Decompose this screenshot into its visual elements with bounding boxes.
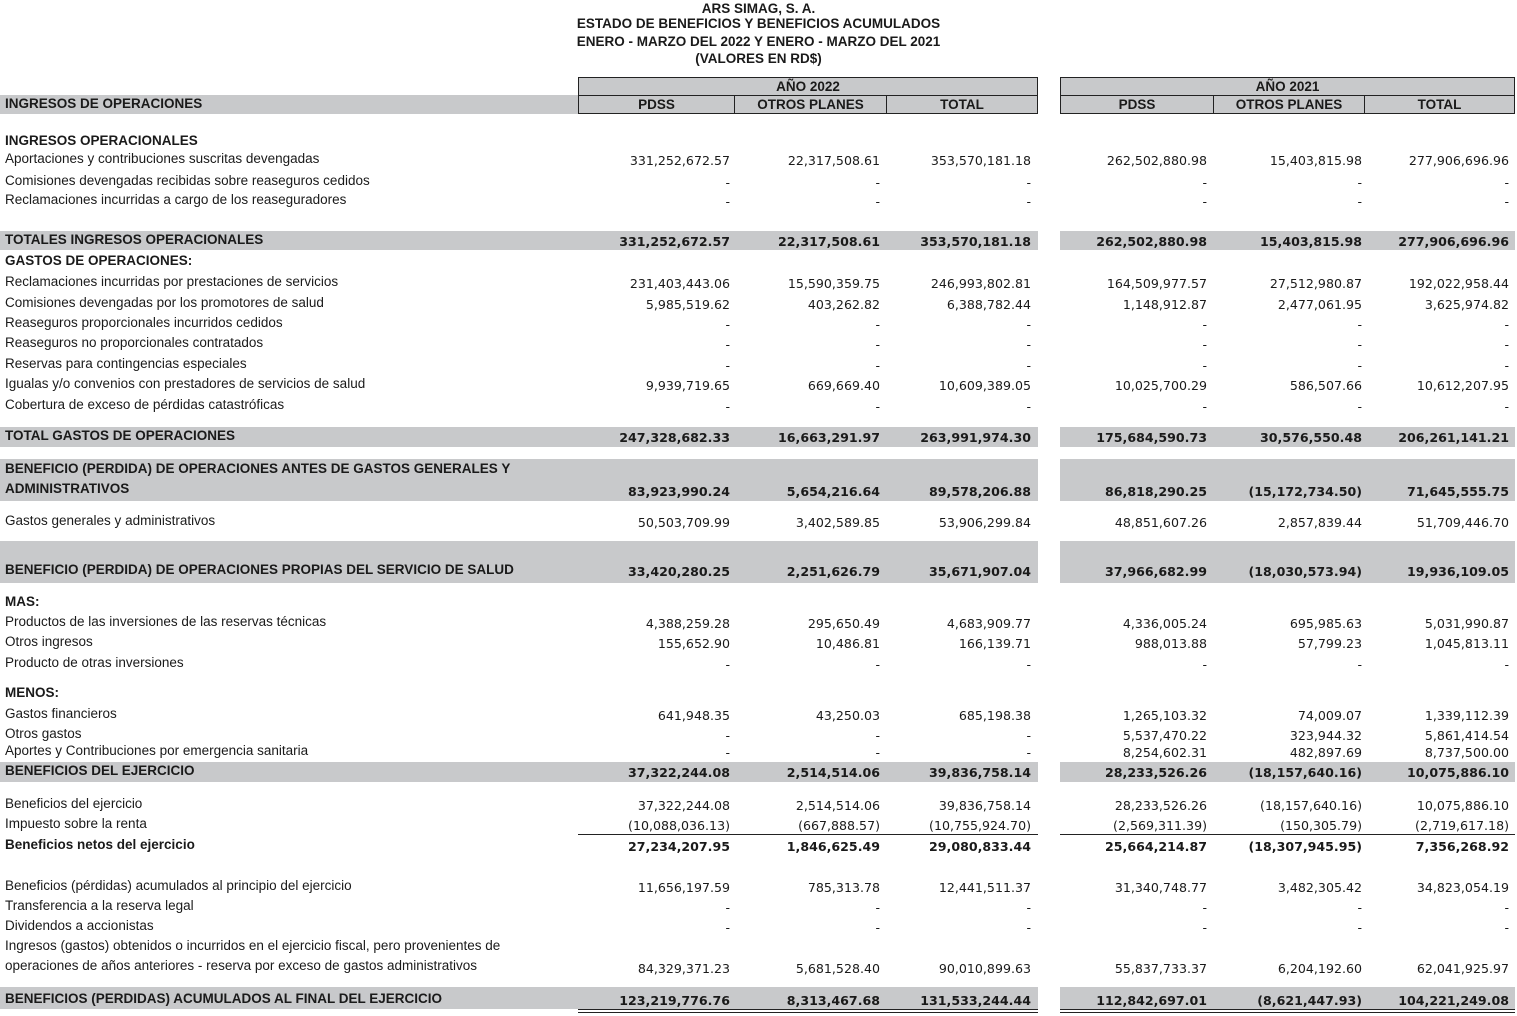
double-rule-2021-b [1060,1012,1515,1013]
row-label: BENEFICIOS (PERDIDAS) ACUMULADOS AL FINAL DEL EJERCICIO [5,991,443,1006]
cell-value: 28,233,526.26 [1114,798,1207,813]
row-label: Reaseguros no proporcionales contratados [5,335,264,350]
cell-value: - [725,657,730,672]
cell-value: (18,030,573.94) [1248,564,1362,579]
cell-value: - [875,728,880,743]
cell-value: 57,799.23 [1297,636,1362,651]
cell-value: - [875,317,880,332]
cell-value: 323,944.32 [1289,728,1362,743]
cell-value: 43,250.03 [815,708,880,723]
cell-value: 155,652.90 [657,636,730,651]
cell-value: 22,317,508.61 [787,153,880,168]
cell-value: 33,420,280.25 [628,564,730,579]
cell-value: - [1357,358,1362,373]
row-label: Ingresos (gastos) obtenidos o incurridos en el ejercicio fiscal, pero provenientes de [5,938,501,953]
cell-value: 35,671,907.04 [929,564,1031,579]
cell-value: (8,621,447.93) [1257,993,1362,1008]
cell-value: - [1026,194,1031,209]
double-rule-2022-a [578,1009,1038,1010]
cell-value: 586,507.66 [1289,378,1362,393]
row-label: BENEFICIO (PERDIDA) DE OPERACIONES PROPIAS DEL SERVICIO DE SALUD [5,562,514,577]
cell-value: 3,482,305.42 [1277,880,1362,895]
cell-value: - [875,657,880,672]
cell-value: (18,307,945.95) [1248,839,1362,854]
cell-value: 3,625,974.82 [1424,297,1509,312]
cell-value: - [1202,399,1207,414]
cell-value: - [875,175,880,190]
row-label: Reclamaciones incurridas por prestaciones de servicios [5,274,339,289]
cell-value: - [1504,399,1509,414]
cell-value: 16,663,291.97 [778,430,880,445]
cell-value: 6,204,192.60 [1277,961,1362,976]
cell-value: 295,650.49 [807,616,880,631]
cell-value: 48,851,607.26 [1114,515,1207,530]
col-2021-total: TOTAL [1364,95,1515,114]
cell-value: 5,985,519.62 [645,297,730,312]
row-label: Dividendos a accionistas [5,918,154,933]
cell-value: 84,329,371.23 [637,961,730,976]
cell-value: 2,857,839.44 [1277,515,1362,530]
row-label: Gastos generales y administrativos [5,513,216,528]
cell-value: - [1504,920,1509,935]
cell-value: 353,570,181.18 [930,153,1031,168]
row-label: Cobertura de exceso de pérdidas catastróficas [5,397,285,412]
row-label: TOTAL GASTOS DE OPERACIONES [5,428,236,443]
cell-value: - [725,399,730,414]
cell-value: 6,388,782.44 [946,297,1031,312]
cell-value: 9,939,719.65 [645,378,730,393]
subtotal-rule-2022 [578,834,1038,835]
cell-value: 5,537,470.22 [1122,728,1207,743]
cell-value: - [1202,194,1207,209]
cell-value: (2,719,617.18) [1415,818,1509,833]
row-label: Beneficios (pérdidas) acumulados al principio del ejercicio [5,878,352,893]
cell-value: 22,317,508.61 [778,234,880,249]
cell-value: 8,313,467.68 [786,993,880,1008]
cell-value: 15,403,815.98 [1269,153,1362,168]
cell-value: 89,578,206.88 [929,484,1031,499]
cell-value: 206,261,141.21 [1398,430,1509,445]
cell-value: 2,251,626.79 [786,564,880,579]
cell-value: - [1504,175,1509,190]
cell-value: 71,645,555.75 [1407,484,1509,499]
cell-value: 669,669.40 [807,378,880,393]
row-label: Producto de otras inversiones [5,655,184,670]
cell-value: 164,509,977.57 [1106,276,1207,291]
cell-value: 5,861,414.54 [1424,728,1509,743]
row-label: Aportaciones y contribuciones suscritas devengadas [5,151,320,166]
cell-value: 4,683,909.77 [946,616,1031,631]
row-label: Reclamaciones incurridas a cargo de los reaseguradores [5,192,347,207]
cell-value: 10,075,886.10 [1407,765,1509,780]
cell-value: 30,576,550.48 [1260,430,1362,445]
cell-value: - [1504,900,1509,915]
cell-value: (667,888.57) [798,818,880,833]
cell-value: 2,514,514.06 [795,798,880,813]
cell-value: - [875,900,880,915]
cell-value: 28,233,526.26 [1105,765,1207,780]
cell-value: 15,590,359.75 [787,276,880,291]
cell-value: 262,502,880.98 [1106,153,1207,168]
cell-value: 27,512,980.87 [1269,276,1362,291]
cell-value: - [1026,175,1031,190]
cell-value: 123,219,776.76 [619,993,730,1008]
cell-value: 246,993,802.81 [930,276,1031,291]
cell-value: - [1026,920,1031,935]
row-label: Otros gastos [5,726,82,741]
cell-value: 403,262.82 [807,297,880,312]
cell-value: - [1357,337,1362,352]
cell-value: 175,684,590.73 [1096,430,1207,445]
cell-value: - [875,920,880,935]
statement-units: (VALORES EN RD$) [695,51,822,66]
col-2022-otros: OTROS PLANES [734,95,887,114]
cell-value: 2,477,061.95 [1277,297,1362,312]
subtotal-rule-2021 [1060,834,1515,835]
cell-value: 112,842,697.01 [1096,993,1207,1008]
cell-value: 277,906,696.96 [1398,234,1509,249]
row-label: GASTOS DE OPERACIONES: [5,253,193,268]
cell-value: - [1504,194,1509,209]
cell-value: - [1026,358,1031,373]
cell-value: - [1202,175,1207,190]
row-label: Reservas para contingencias especiales [5,356,247,371]
cell-value: - [1504,657,1509,672]
cell-value: - [1026,337,1031,352]
cell-value: 685,198.38 [958,708,1031,723]
cell-value: 39,836,758.14 [938,798,1031,813]
cell-value: - [725,317,730,332]
cell-value: 37,322,244.08 [637,798,730,813]
cell-value: - [1504,317,1509,332]
cell-value: - [875,745,880,760]
cell-value: 277,906,696.96 [1408,153,1509,168]
row-label: Comisiones devengadas recibidas sobre reaseguros cedidos [5,173,370,188]
cell-value: 10,609,389.05 [938,378,1031,393]
cell-value: - [725,194,730,209]
row-label: INGRESOS OPERACIONALES [5,133,198,148]
cell-value: 10,612,207.95 [1416,378,1509,393]
cell-value: 247,328,682.33 [619,430,730,445]
cell-value: - [1202,317,1207,332]
cell-value: 2,514,514.06 [786,765,880,780]
cell-value: 53,906,299.84 [938,515,1031,530]
cell-value: 231,403,443.06 [629,276,730,291]
row-label: Reaseguros proporcionales incurridos cedidos [5,315,283,330]
cell-value: 5,654,216.64 [786,484,880,499]
row-label: BENEFICIO (PERDIDA) DE OPERACIONES ANTES DE GASTOS GENERALES Y [5,461,511,476]
cell-value: 988,013.88 [1134,636,1207,651]
cell-value: - [1202,657,1207,672]
cell-value: - [1026,900,1031,915]
row-label: TOTALES INGRESOS OPERACIONALES [5,232,264,247]
cell-value: 1,265,103.32 [1122,708,1207,723]
cell-value: 8,737,500.00 [1424,745,1509,760]
row-label: Comisiones devengadas por los promotores de salud [5,295,324,310]
cell-value: 37,322,244.08 [628,765,730,780]
cell-value: 25,664,214.87 [1105,839,1207,854]
cell-value: - [1504,358,1509,373]
cell-value: 12,441,511.37 [938,880,1031,895]
cell-value: - [725,745,730,760]
cell-value: 641,948.35 [657,708,730,723]
cell-value: 1,148,912.87 [1122,297,1207,312]
cell-value: - [725,728,730,743]
year-2022-header: AÑO 2022 [578,77,1038,96]
cell-value: 482,897.69 [1289,745,1362,760]
row-label: Otros ingresos [5,634,93,649]
row-label-continued: ADMINISTRATIVOS [5,481,130,496]
cell-value: 29,080,833.44 [929,839,1031,854]
cell-value: 8,254,602.31 [1122,745,1207,760]
cell-value: (18,157,640.16) [1248,765,1362,780]
company-name: ARS SIMAG, S. A. [701,1,816,16]
cell-value: - [875,399,880,414]
cell-value: 263,991,974.30 [920,430,1031,445]
cell-value: 10,075,886.10 [1416,798,1509,813]
statement-period: ENERO - MARZO DEL 2022 Y ENERO - MARZO DEL 2021 [576,34,941,49]
cell-value: 86,818,290.25 [1105,484,1207,499]
cell-value: 131,533,244.44 [920,993,1031,1008]
cell-value: 262,502,880.98 [1096,234,1207,249]
cell-value: 11,656,197.59 [637,880,730,895]
cell-value: - [1202,358,1207,373]
cell-value: 10,025,700.29 [1114,378,1207,393]
cell-value: 4,388,259.28 [645,616,730,631]
cell-value: - [1357,657,1362,672]
cell-value: - [1202,920,1207,935]
cell-value: - [725,337,730,352]
cell-value: - [1026,745,1031,760]
double-rule-2022-b [578,1012,1038,1013]
double-rule-2021-a [1060,1009,1515,1010]
cell-value: - [1357,900,1362,915]
cell-value: 27,234,207.95 [628,839,730,854]
cell-value: - [875,358,880,373]
row-label: Igualas y/o convenios con prestadores de servicios de salud [5,376,366,391]
cell-value: 19,936,109.05 [1407,564,1509,579]
cell-value: 331,252,672.57 [619,234,730,249]
cell-value: 104,221,249.08 [1398,993,1509,1008]
row-label: Impuesto sobre la renta [5,816,147,831]
cell-value: 166,139.71 [958,636,1031,651]
cell-value: 4,336,005.24 [1122,616,1207,631]
cell-value: (15,172,734.50) [1248,484,1362,499]
cell-value: 353,570,181.18 [920,234,1031,249]
cell-value: 1,846,625.49 [786,839,880,854]
col-2021-otros: OTROS PLANES [1213,95,1365,114]
cell-value: 5,031,990.87 [1424,616,1509,631]
cell-value: - [1026,728,1031,743]
cell-value: - [1357,175,1362,190]
row-label-continued: operaciones de años anteriores - reserva por exceso de gastos administrativos [5,958,477,973]
row-label: Beneficios netos del ejercicio [5,837,195,852]
statement-title: ESTADO DE BENEFICIOS Y BENEFICIOS ACUMULADOS [576,16,941,31]
cell-value: (150,305.79) [1280,818,1362,833]
cell-value: 50,503,709.99 [637,515,730,530]
cell-value: (18,157,640.16) [1260,798,1362,813]
section-label: INGRESOS DE OPERACIONES [5,96,203,111]
cell-value: - [1202,337,1207,352]
cell-value: 1,045,813.11 [1424,636,1509,651]
col-2022-pdss: PDSS [578,95,735,114]
cell-value: - [1357,317,1362,332]
cell-value: - [1357,399,1362,414]
row-label: Gastos financieros [5,706,117,721]
row-label: Aportes y Contribuciones por emergencia sanitaria [5,743,309,758]
row-label: BENEFICIOS DEL EJERCICIO [5,763,195,778]
cell-value: (2,569,311.39) [1113,818,1207,833]
cell-value: 192,022,958.44 [1408,276,1509,291]
cell-value: 7,356,268.92 [1415,839,1509,854]
cell-value: 55,837,733.37 [1114,961,1207,976]
cell-value: - [1202,900,1207,915]
cell-value: - [1357,194,1362,209]
cell-value: 74,009.07 [1297,708,1362,723]
cell-value: - [1504,337,1509,352]
cell-value: 10,486.81 [815,636,880,651]
cell-value: 785,313.78 [807,880,880,895]
cell-value: - [725,175,730,190]
cell-value: (10,088,036.13) [628,818,730,833]
row-label: Transferencia a la reserva legal [5,898,194,913]
cell-value: - [1026,657,1031,672]
cell-value: - [725,358,730,373]
cell-value: 695,985.63 [1289,616,1362,631]
row-label: MENOS: [5,685,59,700]
col-2021-pdss: PDSS [1060,95,1214,114]
cell-value: 51,709,446.70 [1416,515,1509,530]
cell-value: 5,681,528.40 [795,961,880,976]
cell-value: (10,755,924.70) [929,818,1031,833]
cell-value: 34,823,054.19 [1416,880,1509,895]
cell-value: 90,010,899.63 [938,961,1031,976]
cell-value: 331,252,672.57 [629,153,730,168]
row-label: MAS: [5,594,40,609]
cell-value: - [875,337,880,352]
cell-value: - [1357,920,1362,935]
cell-value: 15,403,815.98 [1260,234,1362,249]
cell-value: - [725,900,730,915]
col-2022-total: TOTAL [886,95,1038,114]
cell-value: - [875,194,880,209]
cell-value: 83,923,990.24 [628,484,730,499]
row-label: Productos de las inversiones de las reservas técnicas [5,614,327,629]
cell-value: 62,041,925.97 [1416,961,1509,976]
cell-value: - [1026,317,1031,332]
year-2021-header: AÑO 2021 [1060,77,1515,96]
row-label: Beneficios del ejercicio [5,796,143,811]
cell-value: 31,340,748.77 [1114,880,1207,895]
cell-value: 3,402,589.85 [795,515,880,530]
cell-value: - [725,920,730,935]
cell-value: - [1026,399,1031,414]
cell-value: 1,339,112.39 [1424,708,1509,723]
cell-value: 37,966,682.99 [1105,564,1207,579]
cell-value: 39,836,758.14 [929,765,1031,780]
